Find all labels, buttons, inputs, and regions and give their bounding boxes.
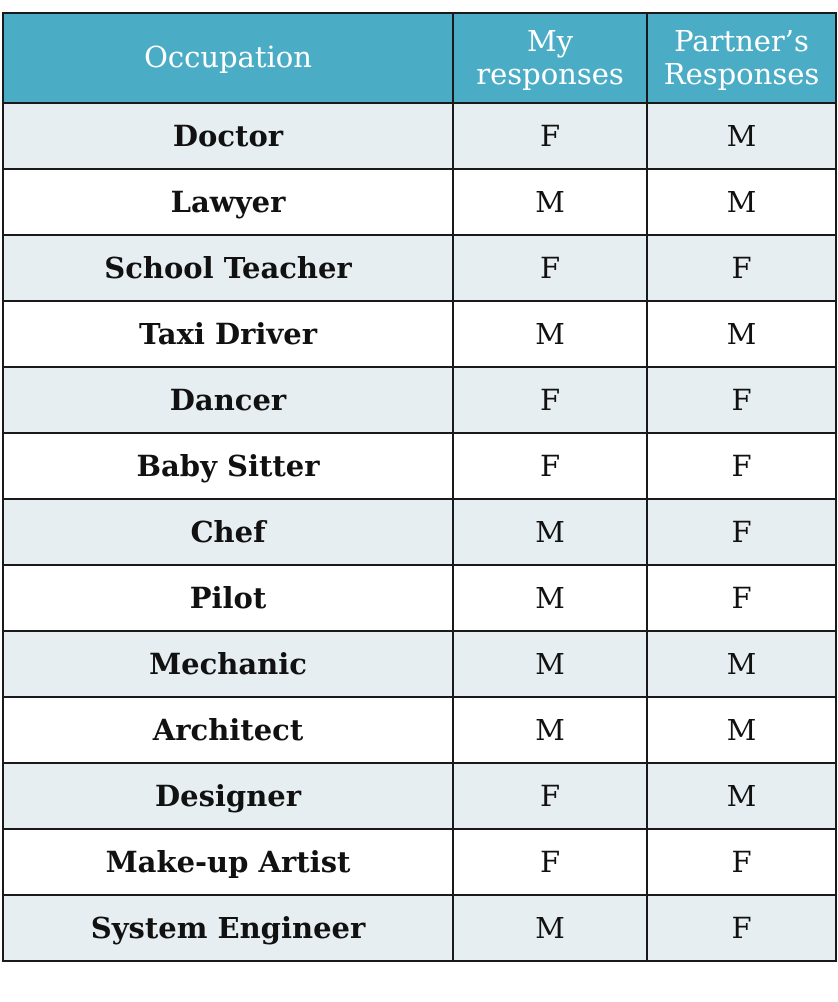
- table-row: [3, 565, 836, 631]
- occupation-cell: Mechanic: [3, 631, 453, 697]
- table-row: [3, 499, 836, 565]
- table-body: [3, 103, 836, 961]
- partner-response-cell: F: [647, 499, 836, 565]
- my-response-cell: F: [453, 103, 647, 169]
- partner-response-cell: F: [647, 565, 836, 631]
- occupation-cell: Pilot: [3, 565, 453, 631]
- table-row: [3, 301, 836, 367]
- partner-response-cell: F: [647, 235, 836, 301]
- my-response-cell: M: [453, 895, 647, 961]
- occupation-cell: System Engineer: [3, 895, 453, 961]
- partner-response-cell: F: [647, 433, 836, 499]
- my-response-cell: F: [453, 433, 647, 499]
- table-row: [3, 763, 836, 829]
- occupation-cell: Designer: [3, 763, 453, 829]
- occupation-cell: Dancer: [3, 367, 453, 433]
- table-row: [3, 697, 836, 763]
- table-row: [3, 169, 836, 235]
- occupation-cell: Baby Sitter: [3, 433, 453, 499]
- my-response-cell: M: [453, 697, 647, 763]
- my-response-cell: M: [453, 301, 647, 367]
- header-my-responses-line2: responses: [476, 57, 624, 91]
- my-response-cell: F: [453, 235, 647, 301]
- my-response-cell: M: [453, 565, 647, 631]
- occupation-responses-table: [2, 12, 837, 962]
- table-row: [3, 895, 836, 961]
- partner-response-cell: M: [647, 103, 836, 169]
- table-row: [3, 631, 836, 697]
- partner-response-cell: F: [647, 829, 836, 895]
- header-my-responses: [453, 13, 647, 103]
- my-response-cell: M: [453, 499, 647, 565]
- table-row: [3, 829, 836, 895]
- table-row: [3, 367, 836, 433]
- table-row: [3, 103, 836, 169]
- occupation-cell: Architect: [3, 697, 453, 763]
- my-response-cell: M: [453, 631, 647, 697]
- my-response-cell: F: [453, 763, 647, 829]
- header-occupation: Occupation: [3, 13, 453, 103]
- occupation-cell: School Teacher: [3, 235, 453, 301]
- occupation-cell: Make-up Artist: [3, 829, 453, 895]
- header-row: [3, 13, 836, 103]
- table-header: [3, 13, 836, 103]
- table-row: [3, 433, 836, 499]
- header-partner-responses-line2: Responses: [663, 57, 820, 91]
- partner-response-cell: F: [647, 895, 836, 961]
- partner-response-cell: M: [647, 631, 836, 697]
- occupation-cell: Taxi Driver: [3, 301, 453, 367]
- my-response-cell: F: [453, 367, 647, 433]
- table-row: [3, 235, 836, 301]
- occupation-cell: Doctor: [3, 103, 453, 169]
- header-partner-responses: [647, 13, 836, 103]
- my-response-cell: M: [453, 169, 647, 235]
- header-my-responses-line1: My: [526, 23, 574, 58]
- partner-response-cell: F: [647, 367, 836, 433]
- my-response-cell: F: [453, 829, 647, 895]
- partner-response-cell: M: [647, 763, 836, 829]
- occupation-cell: Lawyer: [3, 169, 453, 235]
- occupation-responses-table-container: [2, 12, 837, 962]
- partner-response-cell: M: [647, 169, 836, 235]
- partner-response-cell: M: [647, 301, 836, 367]
- occupation-cell: Chef: [3, 499, 453, 565]
- partner-response-cell: M: [647, 697, 836, 763]
- header-partner-responses-line1: Partner’s: [674, 23, 809, 58]
